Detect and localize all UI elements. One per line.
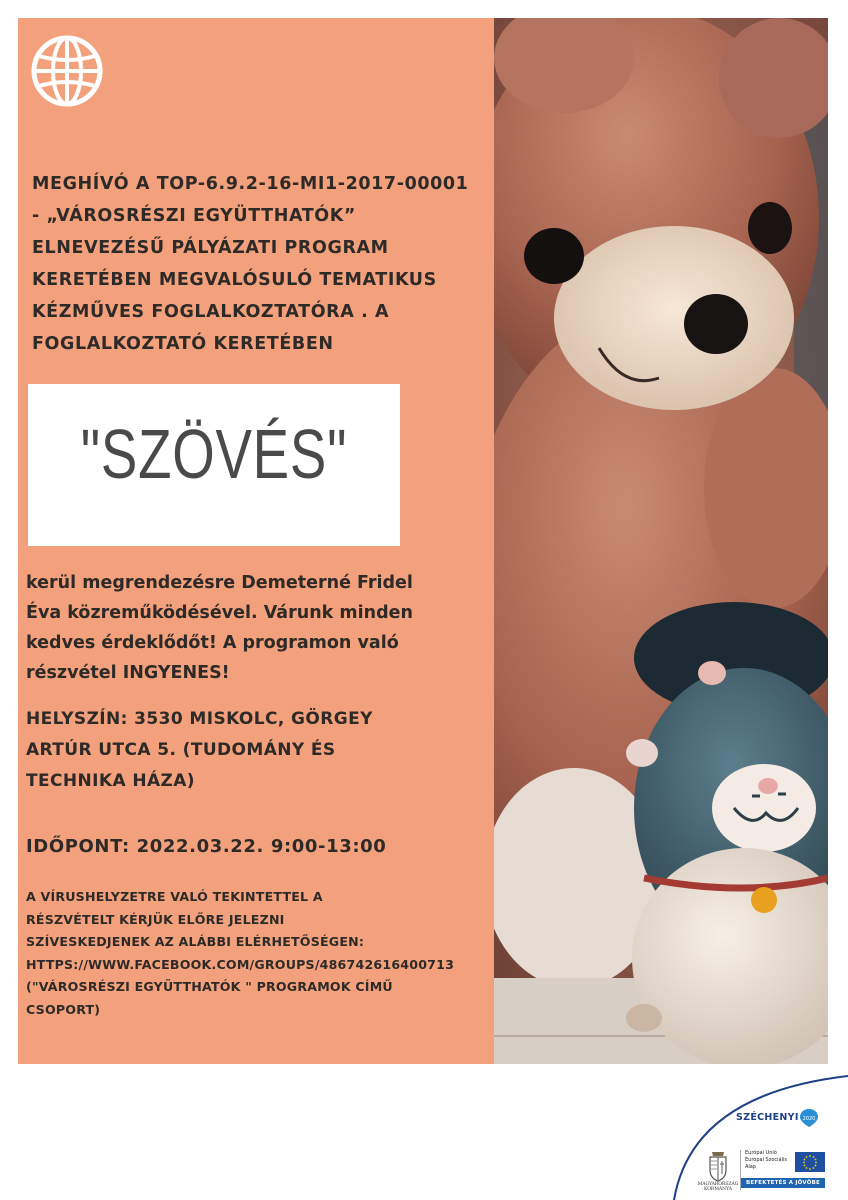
eu-line: Európai Unió (745, 1150, 777, 1156)
location-line: HELYSZÍN: 3530 MISKOLC, GÖRGEY (26, 709, 373, 729)
eu-funding-logo (740, 1150, 825, 1190)
eu-slogan: BEFEKTETÉS A JÖVŐBE (741, 1178, 825, 1188)
notice-line: CSOPORT) (26, 1001, 101, 1017)
registration-notice (26, 886, 492, 1021)
notice-line: A VÍRUSHELYZETRE VALÓ TEKINTETTEL A (26, 889, 323, 904)
heading-line: FOGLALKOZTATÓ KERETÉBEN (32, 334, 334, 354)
heading-line: KÉZMŰVES FOGLALKOZTATÓRA . A (32, 302, 390, 322)
facebook-group-link[interactable]: HTTPS://WWW.FACEBOOK.COM/GROUPS/486742616400713 (26, 956, 455, 972)
event-date: IDŐPONT: 2022.03.22. 9:00-13:00 (26, 836, 387, 857)
heading-line: MEGHÍVÓ A TOP-6.9.2-16-MI1-2017-00001 (32, 174, 469, 194)
event-title: "SZÖVÉS" (80, 415, 348, 493)
text-panel (18, 18, 494, 1064)
description-line: Éva közreműködésével. Várunk minden (26, 603, 413, 623)
location-line: TECHNIKA HÁZA) (26, 771, 195, 791)
description-line: részvétel INGYENES! (26, 663, 230, 683)
event-location (26, 704, 492, 797)
description-line: kedves érdeklődőt! A programon való (26, 633, 399, 653)
notice-line: SZÍVESKEDJENEK AZ ALÁBBI ELÉRHETŐSÉGEN: (26, 934, 365, 949)
globe-icon (30, 34, 104, 108)
heading-line: - „VÁROSRÉSZI EGYÜTTHATÓK” (32, 206, 357, 226)
event-title-box (28, 384, 400, 546)
notice-line: RÉSZVÉTELT KÉRJÜK ELŐRE JELEZNI (26, 911, 285, 927)
eu-fund-text (745, 1150, 793, 1171)
government-line: MAGYARORSZÁG (697, 1182, 739, 1187)
szechenyi-badge-text: 2020 (802, 1116, 816, 1122)
location-pin-icon (799, 1108, 819, 1128)
coat-of-arms-icon (704, 1148, 732, 1182)
location-line: ARTÚR UTCA 5. (TUDOMÁNY ÉS (26, 740, 336, 760)
invitation-heading (32, 168, 492, 360)
eu-flag-icon (795, 1152, 825, 1172)
notice-line: ("VÁROSRÉSZI EGYÜTTHATÓK " PROGRAMOK CÍMŰ (26, 979, 393, 994)
footer (0, 1064, 848, 1200)
eu-line: Európai Szociális (745, 1157, 787, 1163)
event-description (26, 568, 492, 688)
description-line: kerül megrendezésre Demeterné Fridel (26, 573, 413, 593)
government-line: KORMÁNYA (704, 1187, 732, 1192)
teddy-bear-photo (494, 18, 828, 1064)
szechenyi-logo-text: SZÉCHENYI (736, 1112, 799, 1123)
poster (18, 18, 828, 1064)
eu-line: Alap (745, 1164, 757, 1170)
heading-line: KERETÉBEN MEGVALÓSULÓ TEMATIKUS (32, 270, 437, 290)
heading-line: ELNEVEZÉSŰ PÁLYÁZATI PROGRAM (32, 238, 389, 258)
government-label (693, 1182, 743, 1192)
